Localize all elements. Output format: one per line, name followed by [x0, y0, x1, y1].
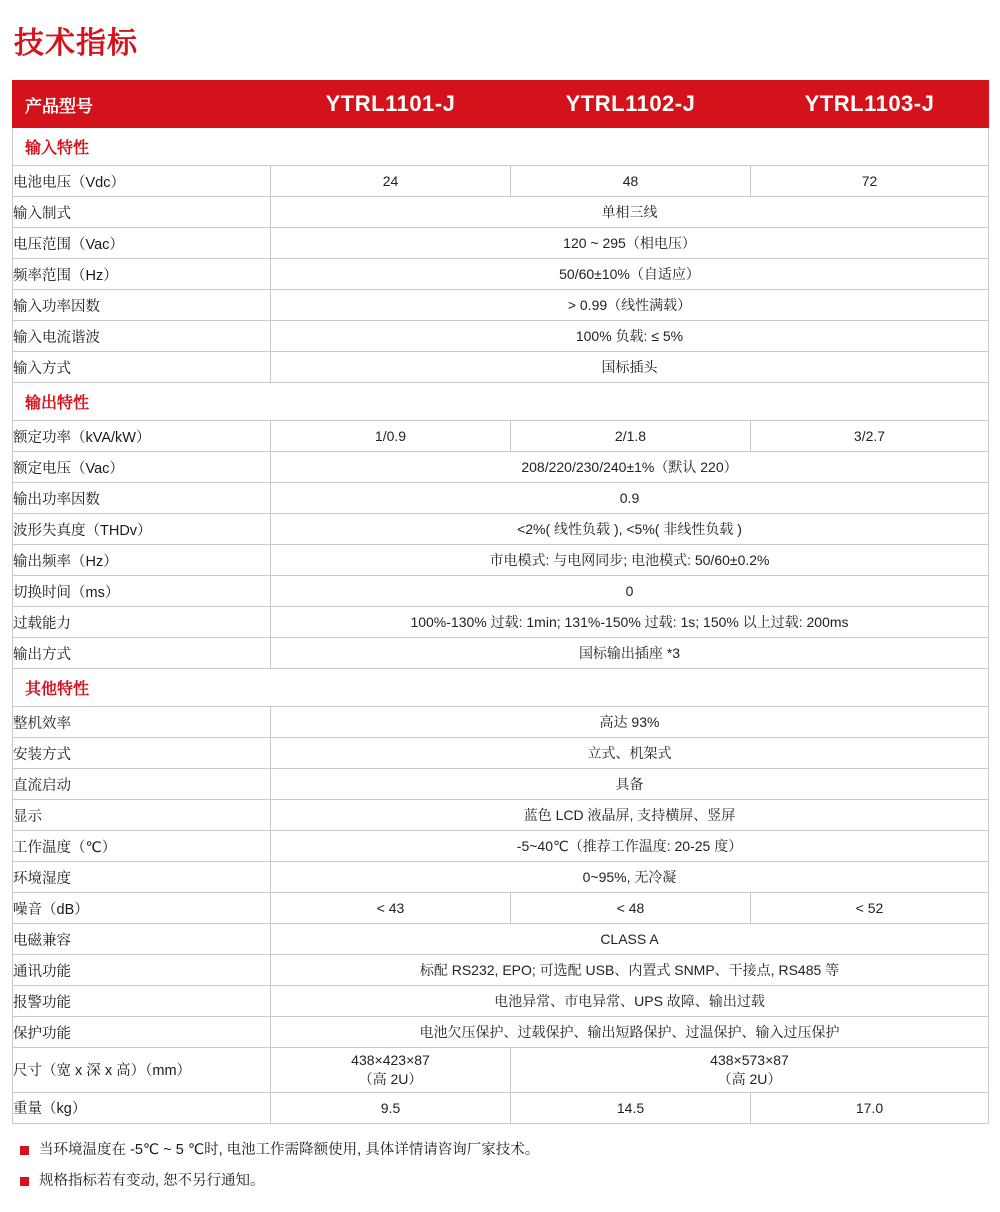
row-value: 电池异常、市电异常、UPS 故障、输出过载 [271, 986, 989, 1017]
row-value: < 48 [511, 893, 751, 924]
row-value: -5~40℃（推荐工作温度: 20-25 度） [271, 831, 989, 862]
footnote [16, 1171, 988, 1192]
table-row [13, 893, 989, 924]
table-row [13, 483, 989, 514]
row-label: 显示 [13, 800, 271, 831]
row-label: 输出方式 [13, 638, 271, 669]
table-row [13, 545, 989, 576]
table-row [13, 986, 989, 1017]
header-label-cell: 产品型号 [13, 81, 271, 128]
row-label: 电磁兼容 [13, 924, 271, 955]
table-row [13, 452, 989, 483]
row-label: 输入方式 [13, 352, 271, 383]
row-value: 50/60±10%（自适应） [271, 259, 989, 290]
row-label: 工作温度（℃） [13, 831, 271, 862]
row-label: 输出功率因数 [13, 483, 271, 514]
row-label: 直流启动 [13, 769, 271, 800]
table-row [13, 166, 989, 197]
row-label: 报警功能 [13, 986, 271, 1017]
row-value: 0~95%, 无冷凝 [271, 862, 989, 893]
row-value: CLASS A [271, 924, 989, 955]
specifications-table [12, 80, 989, 1124]
section-row [13, 383, 989, 421]
row-label: 保护功能 [13, 1017, 271, 1048]
row-value: 2/1.8 [511, 421, 751, 452]
row-label: 输入功率因数 [13, 290, 271, 321]
header-model-cell: YTRL1102-J [511, 81, 751, 128]
row-value: 100% 负载: ≤ 5% [271, 321, 989, 352]
row-value: 9.5 [271, 1092, 511, 1123]
row-value: 立式、机架式 [271, 738, 989, 769]
row-value: 438×423×87 （高 2U） [271, 1048, 511, 1093]
row-label: 安装方式 [13, 738, 271, 769]
row-label: 尺寸（宽 x 深 x 高）（mm） [13, 1048, 271, 1093]
row-label: 电压范围（Vac） [13, 228, 271, 259]
table-row [13, 638, 989, 669]
row-value: 100%-130% 过载: 1min; 131%-150% 过载: 1s; 150% 以上过载: 200ms [271, 607, 989, 638]
table-row [13, 800, 989, 831]
table-row [13, 607, 989, 638]
table-row [13, 576, 989, 607]
row-value: 具备 [271, 769, 989, 800]
footnote-text: 当环境温度在 -5℃ ~ 5 ℃时, 电池工作需降额使用, 具体详情请咨询厂家技术。 [39, 1141, 540, 1158]
row-value: 国标输出插座 *3 [271, 638, 989, 669]
table-row [13, 1092, 989, 1123]
square-bullet-icon [20, 1146, 29, 1155]
footnote-text: 规格指标若有变动, 恕不另行通知。 [39, 1172, 265, 1189]
row-value: <2%( 线性负载 ), <5%( 非线性负载 ) [271, 514, 989, 545]
table-row [13, 321, 989, 352]
table-header-row [13, 81, 989, 128]
row-value: < 52 [751, 893, 989, 924]
row-value: 高达 93% [271, 707, 989, 738]
row-value: < 43 [271, 893, 511, 924]
table-row [13, 1048, 989, 1093]
row-value: 0 [271, 576, 989, 607]
page-title: 技术指标 [14, 27, 138, 60]
section-title: 输入特性 [13, 128, 989, 166]
row-label: 波形失真度（THDv） [13, 514, 271, 545]
row-label: 额定电压（Vac） [13, 452, 271, 483]
row-value: 国标插头 [271, 352, 989, 383]
row-value: 3/2.7 [751, 421, 989, 452]
header-model-cell: YTRL1101-J [271, 81, 511, 128]
table-row [13, 514, 989, 545]
table-row [13, 862, 989, 893]
square-bullet-icon [20, 1177, 29, 1186]
row-value: 市电模式: 与电网同步; 电池模式: 50/60±0.2% [271, 545, 989, 576]
table-row [13, 924, 989, 955]
header-model-cell: YTRL1103-J [751, 81, 989, 128]
table-row [13, 1017, 989, 1048]
row-value: 蓝色 LCD 液晶屏, 支持横屏、竖屏 [271, 800, 989, 831]
row-label: 输出频率（Hz） [13, 545, 271, 576]
section-title: 输出特性 [13, 383, 989, 421]
row-value: 120 ~ 295（相电压） [271, 228, 989, 259]
row-value: 0.9 [271, 483, 989, 514]
table-row [13, 707, 989, 738]
row-label: 噪音（dB） [13, 893, 271, 924]
row-label: 输入制式 [13, 197, 271, 228]
row-label: 通讯功能 [13, 955, 271, 986]
table-row [13, 259, 989, 290]
row-label: 环境湿度 [13, 862, 271, 893]
row-value: 标配 RS232, EPO; 可选配 USB、内置式 SNMP、干接点, RS485 等 [271, 955, 989, 986]
table-row [13, 352, 989, 383]
row-label: 整机效率 [13, 707, 271, 738]
row-value: 48 [511, 166, 751, 197]
table-row [13, 831, 989, 862]
row-value: 438×573×87 （高 2U） [511, 1048, 989, 1093]
table-row [13, 769, 989, 800]
row-value: 208/220/230/240±1%（默认 220） [271, 452, 989, 483]
row-label: 电池电压（Vdc） [13, 166, 271, 197]
row-label: 频率范围（Hz） [13, 259, 271, 290]
row-label: 重量（kg） [13, 1092, 271, 1123]
row-value: 1/0.9 [271, 421, 511, 452]
table-row [13, 197, 989, 228]
table-row [13, 290, 989, 321]
row-label: 输入电流谐波 [13, 321, 271, 352]
row-value: 电池欠压保护、过载保护、输出短路保护、过温保护、输入过压保护 [271, 1017, 989, 1048]
footnote [16, 1140, 988, 1161]
table-row [13, 955, 989, 986]
section-title: 其他特性 [13, 669, 989, 707]
table-row [13, 738, 989, 769]
row-value: 72 [751, 166, 989, 197]
row-value: 单相三线 [271, 197, 989, 228]
row-value: 14.5 [511, 1092, 751, 1123]
row-label: 额定功率（kVA/kW） [13, 421, 271, 452]
row-value: > 0.99（线性满载） [271, 290, 989, 321]
footnotes [16, 1140, 988, 1192]
table-row [13, 421, 989, 452]
row-label: 切换时间（ms） [13, 576, 271, 607]
section-row [13, 669, 989, 707]
section-row [13, 128, 989, 166]
table-row [13, 228, 989, 259]
row-value: 17.0 [751, 1092, 989, 1123]
row-label: 过载能力 [13, 607, 271, 638]
row-value: 24 [271, 166, 511, 197]
